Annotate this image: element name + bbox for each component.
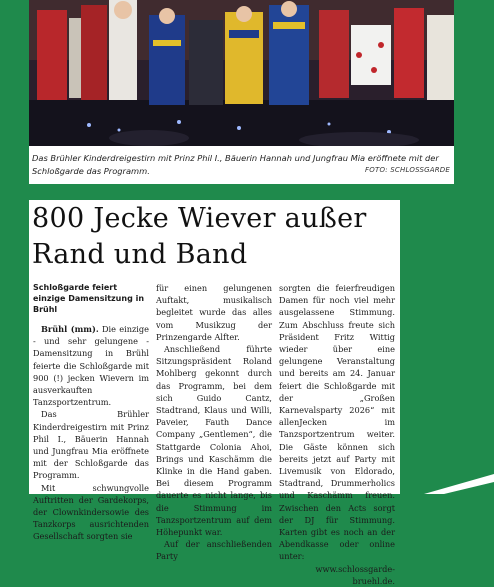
paragraph-1: Die einzige - und sehr gelungene - Damensitzung in Brühl feierte die Schloßgarde mit 900 (!) jecken Wievern im ausverkauften Tanzsportzentrum. [33, 324, 149, 408]
paragraph-5b: sorgten die feierfreudigen Damen für noch viel mehr ausgelassene Stimmung. Zum Abschluss freute sich Präsident Fritz Wittig wieder über eine gelungene Veranstaltung und bereits am 24. Januar feiert die Schloßgarde mit der „Großen Karnevalsparty 2026“ mit allenJecken im Tanzsportzentrum weiter. Die Gäste können sich bereits jetzt auf Party mit Livemusik von Eldorado, Stadtrand, Drummerholics und Kaschämm freuen. Zwischen den Acts sorgt der DJ für Stimmung. Karten gibt es noch an der Abendkasse oder online unter: [279, 283, 395, 562]
decorative-stripe [404, 472, 494, 494]
headline [32, 201, 397, 273]
article-column-1 [33, 282, 149, 543]
paragraph-3a: Mit schwungvolle Auftritten der Gardekorps, der Clownkindersowie des Tanzkorps ausrichtenden Gesellschaft sorgten sie [33, 482, 149, 542]
event-photo [29, 0, 454, 146]
photo-caption-box [29, 146, 454, 184]
article-column-3 [279, 282, 395, 587]
paragraph-4: Anschließend führte Sitzungspräsident Roland Mohlberg gekonnt durch das Programm, bei dem sich Guido Cantz, Stadtrand, Klaus und Willi, Paveier, Fauth Dance Company „Gentlemen“, die Stattgarde Colonia Ahoi, Brings und Kaschämm die Klinke in die Hand gaben. Bei diesem Programm dauerte es nicht lange, bis die Stimmung im Tanzsportzentrum auf dem Höhepunkt war. [156, 344, 272, 538]
headline-line-2: Rand und Band [32, 239, 248, 270]
paragraph-5a: Auf der anschließenden Party [156, 539, 272, 562]
carnival-stage-illustration [29, 0, 454, 146]
article [29, 200, 400, 586]
photo-caption: Das Brühler Kinderdreigestirn mit Prinz Phil I., Bäuerin Hannah und Jungfrau Mia eröffnete mit der Schloßgarde das Programm. [32, 153, 439, 176]
photo-credit: FOTO: SCHLOSSGARDE [365, 166, 450, 174]
website-url: www.schlossgarde-bruehl.de. [315, 563, 395, 586]
paragraph-2: Das Brühler Kinderdreigestirn mit Prinz Phil I., Bäuerin Hannah und Jungfrau Mia eröffnete mit der Schloßgarde das Programm. [33, 409, 149, 481]
article-column-2 [156, 282, 272, 563]
paragraph-3b: für einen gelungenen Auftakt, musikalisch begleitet wurde das alles vom Musikzug der Prinzengarde Alfter. [156, 283, 272, 342]
dateline: Brühl (mm). [41, 324, 99, 334]
kicker: Schloßgarde feiert einzige Damensitzung in Brühl [33, 283, 145, 314]
headline-line-1: 800 Jecke Wiever außer [32, 203, 367, 234]
paragraph-lead [33, 323, 149, 408]
